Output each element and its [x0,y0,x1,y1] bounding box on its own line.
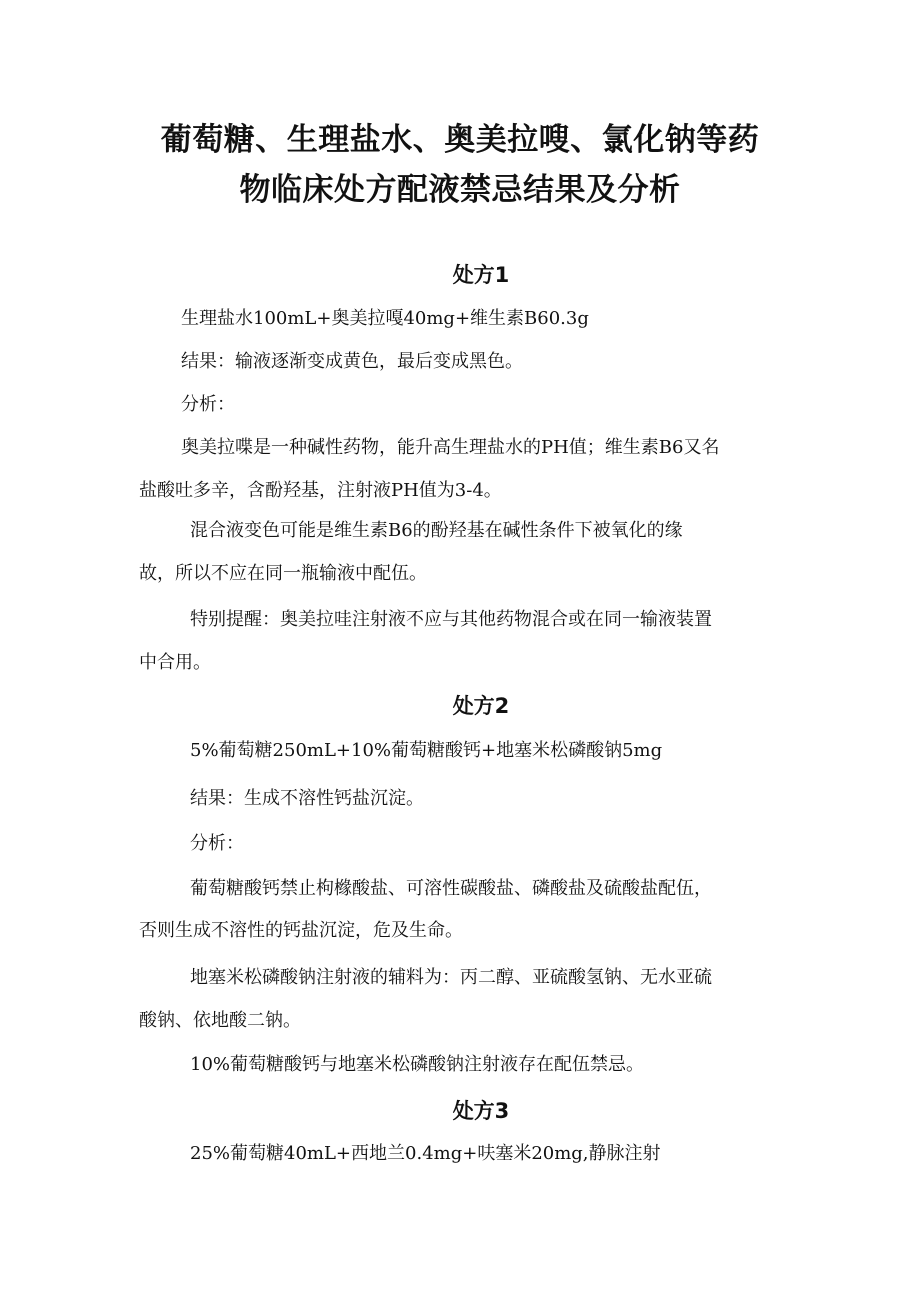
section-heading-3: 处方3 [452,1099,510,1123]
prescription-2-analysis-label: 分析： [190,833,244,854]
prescription-2-formula: 5%葡萄糖250mL+10%葡萄糖酸钙+地塞米松磷酸钠5mg [190,740,663,761]
section-heading-2: 处方2 [452,694,510,718]
prescription-1-formula: 生理盐水100mL+奥美拉嘎40mg+维生素B60.3g [181,308,589,329]
prescription-2-result: 结果：生成不溶性钙盐沉淀。 [190,788,424,809]
prescription-1-result: 结果：输液逐渐变成黄色，最后变成黑色。 [181,351,523,372]
prescription-2-conclusion: 10%葡萄糖酸钙与地塞米松磷酸钠注射液存在配伍禁忌。 [190,1054,645,1075]
prescription-2-analysis-line: 葡萄糖酸钙禁止枸橼酸盐、可溶性碳酸盐、磷酸盐及硫酸盐配伍， [190,878,712,899]
prescription-2-analysis-line: 地塞米松磷酸钠注射液的辅料为：丙二醇、亚硫酸氢钠、无水亚硫 [190,967,712,988]
prescription-3-formula: 25%葡萄糖40mL+西地兰0.4mg+呋塞米20mg,静脉注射 [190,1143,661,1164]
prescription-1-analysis-label: 分析： [181,394,235,415]
prescription-1-special-note: 中合用。 [139,652,211,673]
prescription-1-analysis-line: 混合液变色可能是维生素B6的酚羟基在碱性条件下被氧化的缘 [190,520,683,541]
prescription-2-analysis-line: 酸钠、依地酸二钠。 [139,1010,301,1031]
section-heading-1: 处方1 [452,263,510,287]
prescription-2-analysis-line: 否则生成不溶性的钙盐沉淀，危及生命。 [139,920,463,941]
prescription-1-special-note: 特别提醒：奥美拉哇注射液不应与其他药物混合或在同一输液装置 [190,609,712,630]
prescription-1-analysis-line: 奥美拉喋是一种碱性药物，能升高生理盐水的PH值；维生素B6又名 [181,437,720,458]
document-title-line-1: 葡萄糖、生理盐水、奥美拉嗖、氯化钠等药 [160,122,760,158]
prescription-1-analysis-line: 盐酸吐多辛，含酚羟基，注射液PH值为3-4。 [139,480,502,501]
prescription-1-analysis-line: 故，所以不应在同一瓶输液中配伍。 [139,563,427,584]
document-title-line-2: 物临床处方配液禁忌结果及分析 [239,172,681,208]
